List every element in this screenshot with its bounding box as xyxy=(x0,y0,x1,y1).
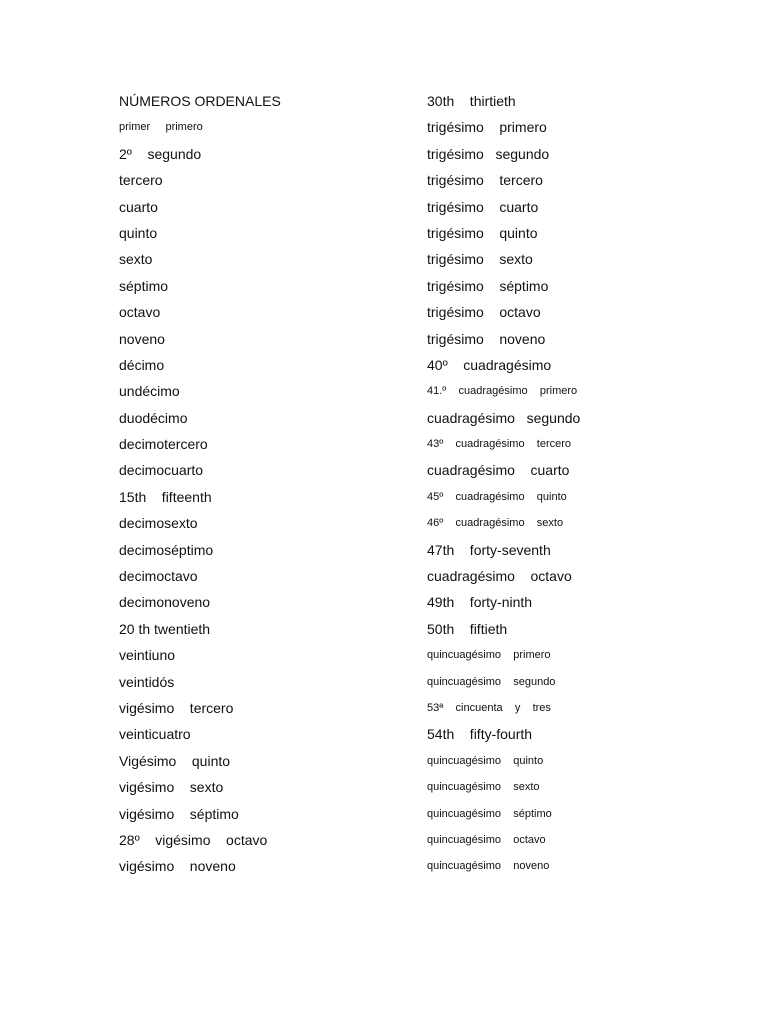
ordinal-entry: cuarto xyxy=(119,198,158,215)
ordinal-entry: duodécimo xyxy=(119,409,188,426)
ordinal-entry: cuadragésimo octavo xyxy=(427,568,572,585)
ordinal-entry: quincuagésimo primero xyxy=(427,649,551,662)
ordinal-entry: 15th fifteenth xyxy=(119,488,212,505)
ordinal-entry: quincuagésimo octavo xyxy=(427,833,546,846)
ordinal-entry: decimoctavo xyxy=(119,568,198,585)
ordinal-entry: veintidós xyxy=(119,673,175,690)
ordinal-entry: trigésimo tercero xyxy=(427,172,543,189)
ordinal-entry: noveno xyxy=(119,330,165,347)
ordinal-entry: 20 th twentieth xyxy=(119,620,211,637)
ordinal-entry: quincuagésimo sexto xyxy=(427,781,540,794)
ordinal-entry: trigésimo primero xyxy=(427,119,547,136)
ordinal-entry: veinticuatro xyxy=(119,726,191,743)
ordinal-entry: trigésimo quinto xyxy=(427,224,538,241)
ordinal-entry: primer primero xyxy=(119,121,203,134)
ordinal-entry: Vigésimo quinto xyxy=(119,752,231,769)
ordinal-entry: trigésimo sexto xyxy=(427,251,533,268)
ordinal-entry: 46º cuadragésimo sexto xyxy=(427,517,564,530)
ordinal-entry: decimonoveno xyxy=(119,594,211,611)
ordinal-entry: decimocuarto xyxy=(119,462,204,479)
ordinal-entry: cuadragésimo segundo xyxy=(427,409,581,426)
ordinal-entry: quincuagésimo quinto xyxy=(427,754,544,767)
ordinal-entry: undécimo xyxy=(119,383,180,400)
ordinal-entry: veintiuno xyxy=(119,647,176,664)
ordinal-entry: quinto xyxy=(119,224,158,241)
ordinal-entry: 45º cuadragésimo quinto xyxy=(427,490,567,503)
ordinal-entry: decimoséptimo xyxy=(119,541,214,558)
ordinal-entry: 28º vigésimo octavo xyxy=(119,831,268,848)
ordinal-entry: 47th forty-seventh xyxy=(427,541,551,558)
ordinal-entry: décimo xyxy=(119,356,165,373)
ordinal-entry: vigésimo séptimo xyxy=(119,805,239,822)
ordinal-entry: quincuagésimo segundo xyxy=(427,675,556,688)
ordinal-entry: vigésimo tercero xyxy=(119,699,234,716)
ordinal-entry: quincuagésimo séptimo xyxy=(427,807,552,820)
ordinal-entry: 40º cuadragésimo xyxy=(427,356,552,373)
ordinal-entry: octavo xyxy=(119,304,161,321)
ordinal-entry: decimotercero xyxy=(119,436,208,453)
ordinal-entry: trigésimo segundo xyxy=(427,145,550,162)
left-column xyxy=(119,88,409,880)
ordinal-entry: sexto xyxy=(119,251,153,268)
ordinal-entry: 53ª cincuenta y tres xyxy=(427,701,551,714)
ordinal-entry: trigésimo séptimo xyxy=(427,277,549,294)
ordinal-entry: vigésimo sexto xyxy=(119,779,224,796)
ordinal-entry: decimosexto xyxy=(119,515,198,532)
ordinal-entry: 54th fifty-fourth xyxy=(427,726,533,743)
page-title: NÚMEROS ORDENALES xyxy=(119,93,281,109)
ordinal-entry: 2º segundo xyxy=(119,145,202,162)
ordinal-entry: quincuagésimo noveno xyxy=(427,860,550,873)
ordinal-entry: tercero xyxy=(119,172,163,189)
ordinal-entry: séptimo xyxy=(119,277,169,294)
ordinal-entry: trigésimo noveno xyxy=(427,330,546,347)
ordinal-entry: trigésimo octavo xyxy=(427,304,541,321)
right-column xyxy=(427,88,727,880)
ordinal-entry: 43º cuadragésimo tercero xyxy=(427,438,572,451)
ordinal-entry: trigésimo cuarto xyxy=(427,198,539,215)
ordinal-entry: 30th thirtieth xyxy=(427,93,516,109)
ordinal-entry: 49th forty-ninth xyxy=(427,594,533,611)
ordinal-entry: 41.º cuadragésimo primero xyxy=(427,385,578,398)
ordinal-entry: 50th fiftieth xyxy=(427,620,508,637)
ordinal-entry: vigésimo noveno xyxy=(119,858,236,875)
ordinal-entry: cuadragésimo cuarto xyxy=(427,462,570,479)
